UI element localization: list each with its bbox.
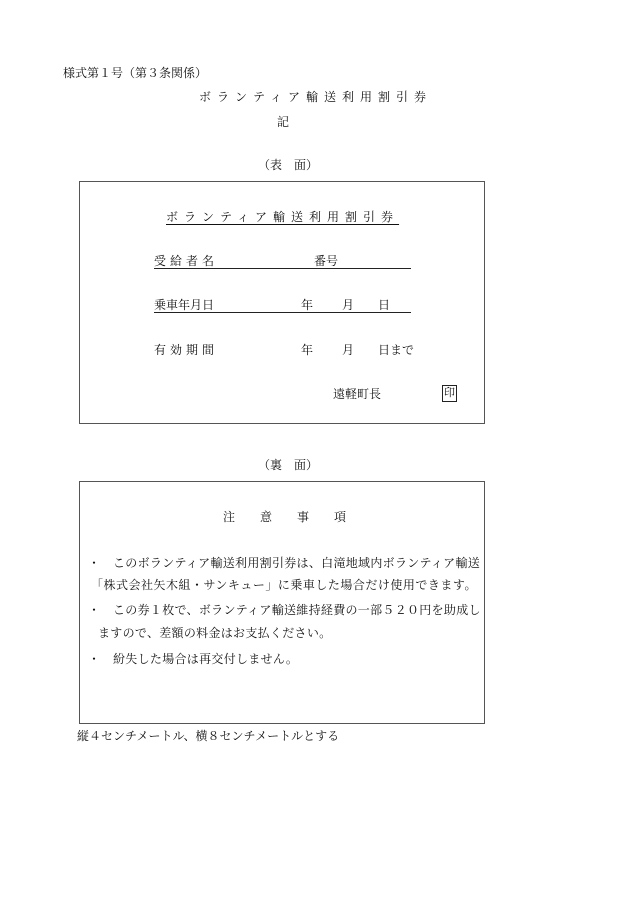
seal-box: 印 — [442, 385, 457, 402]
validity-until-text: 日まで — [378, 343, 415, 357]
back-side-caption: （裏 面） — [258, 458, 319, 472]
validity-month-unit: 月 — [342, 343, 355, 357]
ticket-title: ボランティア輸送利用割引券 — [166, 210, 400, 224]
boarding-date-underline — [154, 312, 411, 313]
note-bullet: ・ — [88, 652, 101, 666]
ki-mark: 記 — [277, 115, 290, 129]
ticket-front — [79, 181, 485, 424]
note-text: 紛失した場合は再交付しません。 — [113, 652, 299, 666]
boarding-month-unit: 月 — [342, 298, 355, 312]
notes-heading: 注意事項 — [223, 510, 372, 524]
size-note: 縦４センチメートル、横８センチメートルとする — [77, 729, 340, 743]
note-bullet: ・ — [88, 556, 101, 570]
recipient-name-label: 受給者名 — [154, 254, 219, 268]
issuer-mayor: 遠軽町長 — [333, 387, 382, 401]
document-title: ボランティア輸送利用割引券 — [199, 90, 433, 104]
note-text: このボランティア輸送利用割引券は、白滝地域内ボランティア輸送 — [113, 556, 481, 570]
note-bullet: ・ — [88, 603, 101, 617]
boarding-date-label: 乗車年月日 — [154, 298, 215, 312]
validity-period-label: 有効期間 — [154, 343, 219, 357]
ticket-number-label: 番号 — [314, 254, 339, 268]
ticket-back — [79, 481, 485, 724]
validity-year-unit: 年 — [301, 343, 314, 357]
recipient-number-underline — [154, 268, 411, 269]
note-text: この券１枚で、ボランティア輸送維持経費の一部５２０円を助成し — [113, 603, 481, 617]
note-text: ますので、差額の料金はお支払ください。 — [98, 626, 332, 640]
boarding-day-unit: 日 — [378, 298, 391, 312]
front-side-caption: （表 面） — [258, 158, 319, 172]
form-number-label: 様式第１号（第３条関係） — [63, 66, 208, 80]
boarding-year-unit: 年 — [301, 298, 314, 312]
note-text: 「株式会社矢木組・サンキュー」に乗車した場合だけ使用できます。 — [91, 578, 477, 592]
